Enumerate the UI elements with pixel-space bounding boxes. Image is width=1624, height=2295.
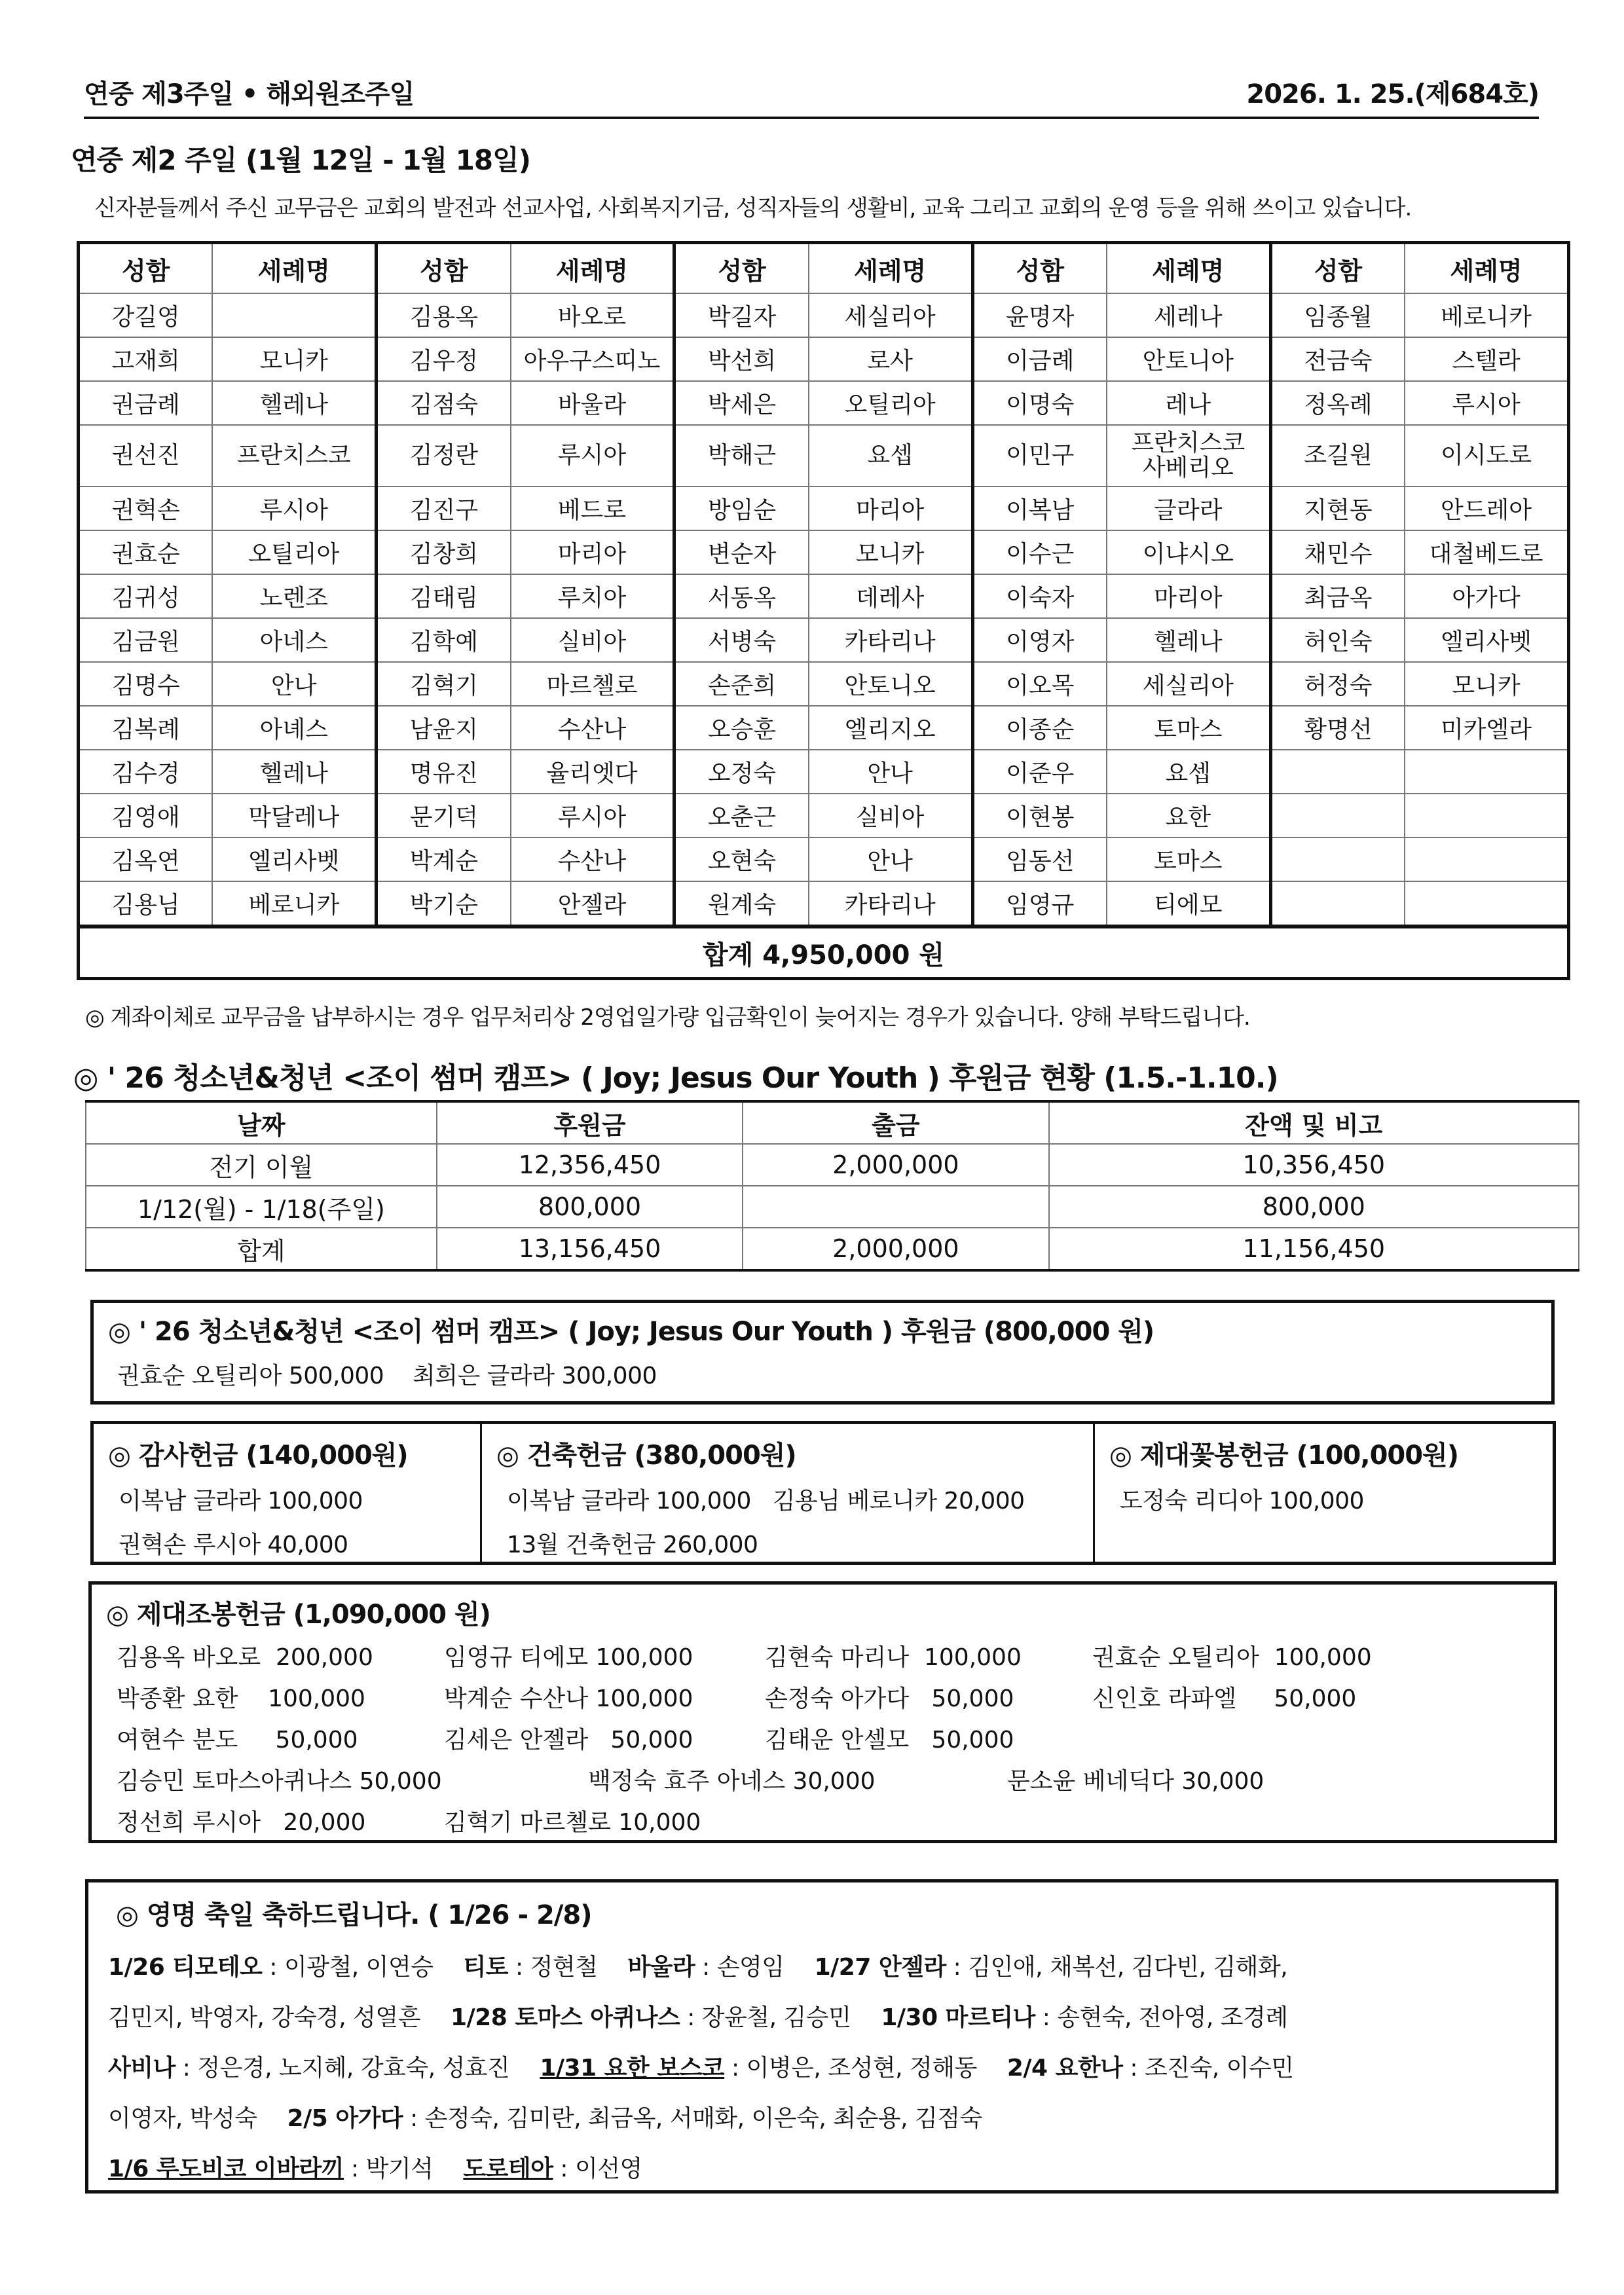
baptismal-name: 안나 (809, 750, 972, 794)
baptismal-name: 프란치스코 (212, 425, 376, 487)
baptismal-name: 아우구스띠노 (511, 337, 674, 381)
feast-line (108, 2150, 1536, 2184)
baptismal-name: 토마스 (1107, 706, 1270, 750)
member-name: 이명숙 (972, 381, 1107, 425)
baptismal-name: 프란치스코 사베리오 (1107, 425, 1270, 487)
donation-entry: 김혁기 마르첼로 10,000 (444, 1809, 701, 1836)
feast-names: : 이병은, 조성현, 정해동 (724, 2055, 977, 2082)
member-name: 문기덕 (377, 794, 511, 837)
bank-transfer-notice: ◎ 계좌이체로 교무금을 납부하시는 경우 업무처리상 2영업일가량 입금확인이 늦어지는 경우가 있습니다. 양해 부탁드립니다. (85, 1004, 1250, 1031)
baptismal-name: 막달레나 (212, 794, 376, 837)
baptismal-name: 안젤라 (511, 881, 674, 927)
section-title-tithe: 연중 제2 주일 (1월 12일 - 1월 18일) (71, 144, 530, 176)
header-baptismal-name: 세례명 (511, 243, 674, 294)
thanksgiving-offering (94, 1424, 480, 1562)
member-name: 원계숙 (674, 881, 809, 927)
header-baptismal-name: 세례명 (1405, 243, 1568, 294)
camp-donors-title: ◎ ' 26 청소년&청년 <조이 썸머 캠프> ( Joy; Jesus Our Youth ) 후원금 (800,000 원) (108, 1317, 1154, 1347)
feast-saint: 바울라 (627, 1954, 695, 1981)
member-name: 오춘근 (674, 794, 809, 837)
member-name: 박세은 (674, 381, 809, 425)
tithe-total: 합계 4,950,000 원 (79, 927, 1569, 979)
baptismal-name: 모니카 (212, 337, 376, 381)
feast-names: : 이선영 (553, 2156, 642, 2182)
member-name: 박해근 (674, 425, 809, 487)
member-name: 박길자 (674, 293, 809, 337)
member-name: 김옥연 (79, 837, 213, 881)
baptismal-name: 엘리지오 (809, 706, 972, 750)
baptismal-name: 루시아 (1405, 381, 1568, 425)
camp-cell: 11,156,450 (1049, 1228, 1579, 1270)
member-name: 고재희 (79, 337, 213, 381)
table-row (79, 837, 1569, 881)
member-name: 이민구 (972, 425, 1107, 487)
table-row (79, 293, 1569, 337)
feast-names: : 송현숙, 전아영, 조경례 (1035, 2004, 1288, 2031)
baptismal-name: 마리아 (1107, 574, 1270, 618)
header-name: 성함 (1270, 243, 1405, 294)
baptismal-name: 오틸리아 (809, 381, 972, 425)
offering-line: 이복남 글라라 100,000 (119, 1488, 363, 1515)
tithe-table-header (79, 243, 1569, 294)
member-name: 오현숙 (674, 837, 809, 881)
baptismal-name: 카타리나 (809, 618, 972, 662)
offering-title: ◎ 감사헌금 (140,000원) (108, 1441, 408, 1471)
baptismal-name: 모니카 (809, 530, 972, 574)
member-name: 김귀성 (79, 574, 213, 618)
donation-entry: 김태운 안셀모 50,000 (765, 1727, 1014, 1753)
baptismal-name: 바울라 (511, 381, 674, 425)
baptismal-name: 루치아 (511, 574, 674, 618)
baptismal-name: 대철베드로 (1405, 530, 1568, 574)
baptismal-name (212, 293, 376, 337)
baptismal-name: 데레사 (809, 574, 972, 618)
baptismal-name: 아녜스 (212, 706, 376, 750)
member-name: 김학예 (377, 618, 511, 662)
baptismal-name: 베드로 (511, 487, 674, 530)
baptismal-name: 엘리사벳 (1405, 618, 1568, 662)
feast-saint: 티토 (463, 1954, 509, 1981)
baptismal-name (1405, 837, 1568, 881)
member-name: 이수근 (972, 530, 1107, 574)
header-name: 성함 (79, 243, 213, 294)
baptismal-name: 레나 (1107, 381, 1270, 425)
member-name (1270, 750, 1405, 794)
baptismal-name: 수산나 (511, 837, 674, 881)
table-row (79, 794, 1569, 837)
table-row (79, 381, 1569, 425)
donation-entry: 박종환 요한 100,000 (117, 1685, 365, 1712)
donation-entry: 백정숙 효주 아네스 30,000 (588, 1768, 876, 1795)
baptismal-name: 노렌조 (212, 574, 376, 618)
header-baptismal-name: 세례명 (809, 243, 972, 294)
member-name: 김명수 (79, 662, 213, 706)
bulletin-header-title: 연중 제3주일 • 해외원조주일 (84, 79, 415, 109)
feast-names: : 정현철 (508, 1954, 598, 1981)
member-name: 박선희 (674, 337, 809, 381)
baptismal-name: 헬레나 (212, 381, 376, 425)
table-row (79, 425, 1569, 487)
camp-cell: 1/12(월) - 1/18(주일) (86, 1186, 437, 1228)
feast-names: 김민지, 박영자, 강숙경, 성열흔 (108, 2004, 420, 2031)
baptismal-name: 안나 (212, 662, 376, 706)
camp-status-table (85, 1100, 1579, 1272)
member-name: 김용님 (79, 881, 213, 927)
member-name: 김영애 (79, 794, 213, 837)
member-name: 김정란 (377, 425, 511, 487)
feast-names: : 박기석 (344, 2156, 434, 2182)
feast-saint: 2/5 아가다 (287, 2105, 403, 2132)
feast-saint: 사비나 (108, 2055, 175, 2082)
member-name: 허정숙 (1270, 662, 1405, 706)
baptismal-name: 루시아 (511, 425, 674, 487)
header-baptismal-name: 세례명 (1107, 243, 1270, 294)
baptismal-name: 세실리아 (809, 293, 972, 337)
donation-row (106, 1639, 1540, 1672)
member-name: 이오목 (972, 662, 1107, 706)
member-name: 권금례 (79, 381, 213, 425)
baptismal-name: 로사 (809, 337, 972, 381)
baptismal-name: 안토니아 (1107, 337, 1270, 381)
header-name: 성함 (377, 243, 511, 294)
baptismal-name: 카타리나 (809, 881, 972, 927)
member-name: 이종순 (972, 706, 1107, 750)
member-name: 박기순 (377, 881, 511, 927)
feast-saint: 1/26 티모테오 (108, 1954, 263, 1981)
camp-cell: 12,356,450 (437, 1144, 743, 1186)
member-name: 김용옥 (377, 293, 511, 337)
baptismal-name: 루시아 (511, 794, 674, 837)
header-divider (84, 117, 1539, 119)
baptismal-name: 세레나 (1107, 293, 1270, 337)
table-row (79, 487, 1569, 530)
camp-header: 잔액 및 비고 (1049, 1101, 1579, 1144)
member-name: 허인숙 (1270, 618, 1405, 662)
table-row (86, 1186, 1579, 1228)
feast-saint: 도로테아 (463, 2156, 553, 2182)
feast-names: : 장윤철, 김승민 (680, 2004, 851, 2031)
feast-line (108, 1999, 1536, 2032)
baptismal-name: 미카엘라 (1405, 706, 1568, 750)
camp-cell: 합계 (86, 1228, 437, 1270)
donation-entry: 신인호 라파엘 50,000 (1092, 1685, 1357, 1712)
feast-names: : 김인애, 채복선, 김다빈, 김해화, (946, 1954, 1288, 1981)
member-name: 김혁기 (377, 662, 511, 706)
feast-names: : 손정숙, 김미란, 최금옥, 서매화, 이은숙, 최순용, 김점숙 (403, 2105, 982, 2132)
member-name (1270, 881, 1405, 927)
member-name: 김창희 (377, 530, 511, 574)
baptismal-name: 요한 (1107, 794, 1270, 837)
baptismal-name (1405, 881, 1568, 927)
tithe-table (77, 241, 1570, 980)
member-name: 황명선 (1270, 706, 1405, 750)
camp-cell: 13,156,450 (437, 1228, 743, 1270)
member-name: 권효순 (79, 530, 213, 574)
baptismal-name: 스텔라 (1405, 337, 1568, 381)
member-name: 김금원 (79, 618, 213, 662)
baptismal-name (1405, 794, 1568, 837)
donation-entry: 김현숙 마리나 100,000 (765, 1644, 1022, 1671)
member-name: 임동선 (972, 837, 1107, 881)
feast-saint: 1/27 안젤라 (814, 1954, 946, 1981)
member-name: 김우정 (377, 337, 511, 381)
member-name: 이현봉 (972, 794, 1107, 837)
member-name: 정옥례 (1270, 381, 1405, 425)
donation-row (106, 1680, 1540, 1714)
baptismal-name: 글라라 (1107, 487, 1270, 530)
donation-entry: 김세은 안젤라 50,000 (444, 1727, 693, 1753)
camp-donors-box (90, 1300, 1555, 1405)
baptismal-name (1405, 750, 1568, 794)
camp-header: 날짜 (86, 1101, 437, 1144)
feast-line (108, 2100, 1536, 2133)
member-name: 이복남 (972, 487, 1107, 530)
baptismal-name: 베로니카 (1405, 293, 1568, 337)
camp-status-title: ◎ ' 26 청소년&청년 <조이 썸머 캠프> ( Joy; Jesus Our Youth ) 후원금 현황 (1.5.-1.10.) (73, 1061, 1278, 1095)
donation-entry: 손정숙 아가다 50,000 (765, 1685, 1014, 1712)
donation-entry: 임영규 티에모 100,000 (444, 1644, 693, 1671)
member-name: 전금숙 (1270, 337, 1405, 381)
baptismal-name: 실비아 (511, 618, 674, 662)
donation-entry: 박계순 수산나 100,000 (444, 1685, 693, 1712)
donation-entry: 김승민 토마스아퀴나스 50,000 (117, 1768, 442, 1795)
table-row (79, 881, 1569, 927)
baptismal-name: 요셉 (809, 425, 972, 487)
member-name: 임영규 (972, 881, 1107, 927)
table-row (79, 618, 1569, 662)
feast-names: : 손영임 (695, 1954, 784, 1981)
camp-header: 후원금 (437, 1101, 743, 1144)
table-row (79, 706, 1569, 750)
baptismal-name: 마리아 (809, 487, 972, 530)
table-row (79, 530, 1569, 574)
feast-line (108, 2049, 1536, 2083)
table-row (86, 1144, 1579, 1186)
member-name: 김점숙 (377, 381, 511, 425)
member-name: 이영자 (972, 618, 1107, 662)
feast-days-box (85, 1879, 1559, 2194)
offering-line: 13월 건축헌금 260,000 (507, 1532, 758, 1558)
header-name: 성함 (674, 243, 809, 294)
member-name: 오정숙 (674, 750, 809, 794)
baptismal-name: 실비아 (809, 794, 972, 837)
member-name: 임종월 (1270, 293, 1405, 337)
member-name: 강길영 (79, 293, 213, 337)
member-name (1270, 837, 1405, 881)
baptismal-name: 이시도로 (1405, 425, 1568, 487)
member-name: 명유진 (377, 750, 511, 794)
offering-line: 도정숙 리디아 100,000 (1120, 1488, 1364, 1515)
donation-row (106, 1763, 1540, 1796)
baptismal-name: 엘리사벳 (212, 837, 376, 881)
feast-saint: 2/4 요한나 (1006, 2055, 1123, 2082)
feast-saint: 1/31 요한 보스코 (540, 2055, 725, 2082)
member-name: 김수경 (79, 750, 213, 794)
altar-donation-title: ◎ 제대조봉헌금 (1,090,000 원) (106, 1600, 490, 1630)
donation-entry: 권효순 오틸리아 100,000 (1092, 1644, 1372, 1671)
baptismal-name: 티에모 (1107, 881, 1270, 927)
baptismal-name: 토마스 (1107, 837, 1270, 881)
member-name: 손준희 (674, 662, 809, 706)
member-name: 이숙자 (972, 574, 1107, 618)
feast-names: : 이광철, 이연승 (262, 1954, 434, 1981)
member-name: 서동옥 (674, 574, 809, 618)
camp-cell: 800,000 (1049, 1186, 1579, 1228)
member-name: 방임순 (674, 487, 809, 530)
camp-donors-line: 권효순 오틸리아 500,000 최희은 글라라 300,000 (117, 1363, 657, 1389)
member-name: 김태림 (377, 574, 511, 618)
member-name: 김진구 (377, 487, 511, 530)
donation-entry: 문소윤 베네딕다 30,000 (1007, 1768, 1264, 1795)
baptismal-name: 요셉 (1107, 750, 1270, 794)
baptismal-name: 마르첼로 (511, 662, 674, 706)
baptismal-name: 안드레아 (1405, 487, 1568, 530)
header-baptismal-name: 세례명 (212, 243, 376, 294)
table-row (79, 662, 1569, 706)
feast-line (108, 1949, 1536, 1982)
camp-cell (743, 1186, 1048, 1228)
member-name: 서병숙 (674, 618, 809, 662)
offering-title: ◎ 제대꽃봉헌금 (100,000원) (1109, 1441, 1458, 1471)
member-name: 권선진 (79, 425, 213, 487)
baptismal-name: 안나 (809, 837, 972, 881)
baptismal-name: 바오로 (511, 293, 674, 337)
feast-saint: 1/30 마르티나 (881, 2004, 1035, 2031)
donation-entry: 김용옥 바오로 200,000 (117, 1644, 373, 1671)
baptismal-name: 수산나 (511, 706, 674, 750)
baptismal-name: 율리엣다 (511, 750, 674, 794)
member-name (1270, 794, 1405, 837)
tithe-intro-text: 신자분들께서 주신 교무금은 교회의 발전과 선교사업, 사회복지기금, 성직자들의 생활비, 교육 그리고 교회의 운영 등을 위해 쓰이고 있습니다. (94, 195, 1412, 221)
member-name: 남윤지 (377, 706, 511, 750)
donation-entry: 정선희 루시아 20,000 (117, 1809, 366, 1836)
feast-names: : 정은경, 노지혜, 강효숙, 성효진 (175, 2055, 510, 2082)
feast-saint: 1/28 토마스 아퀴나스 (450, 2004, 680, 2031)
table-row (79, 337, 1569, 381)
camp-cell: 2,000,000 (743, 1228, 1048, 1270)
camp-cell: 2,000,000 (743, 1144, 1048, 1186)
table-row (86, 1228, 1579, 1270)
member-name: 박계순 (377, 837, 511, 881)
member-name: 최금옥 (1270, 574, 1405, 618)
feast-names: 이영자, 박성숙 (108, 2105, 257, 2132)
baptismal-name: 안토니오 (809, 662, 972, 706)
member-name: 이준우 (972, 750, 1107, 794)
baptismal-name: 마리아 (511, 530, 674, 574)
donation-row (106, 1804, 1540, 1837)
offering-line: 이복남 글라라 100,000 김용님 베로니카 20,000 (507, 1488, 1025, 1515)
camp-cell: 10,356,450 (1049, 1144, 1579, 1186)
camp-cell: 전기 이월 (86, 1144, 437, 1186)
baptismal-name: 루시아 (212, 487, 376, 530)
baptismal-name: 헬레나 (212, 750, 376, 794)
member-name: 오승훈 (674, 706, 809, 750)
baptismal-name: 이냐시오 (1107, 530, 1270, 574)
camp-cell: 800,000 (437, 1186, 743, 1228)
offering-title: ◎ 건축헌금 (380,000원) (496, 1441, 796, 1471)
donation-row (106, 1721, 1540, 1755)
baptismal-name: 오틸리아 (212, 530, 376, 574)
camp-header: 출금 (743, 1101, 1048, 1144)
table-row (79, 574, 1569, 618)
baptismal-name: 베로니카 (212, 881, 376, 927)
baptismal-name: 모니카 (1405, 662, 1568, 706)
donation-entry: 여현수 분도 50,000 (117, 1727, 358, 1753)
member-name: 변순자 (674, 530, 809, 574)
member-name: 채민수 (1270, 530, 1405, 574)
feast-days-title: ◎ 영명 축일 축하드립니다. ( 1/26 - 2/8) (116, 1900, 592, 1930)
baptismal-name: 아가다 (1405, 574, 1568, 618)
table-row (79, 750, 1569, 794)
member-name: 김복례 (79, 706, 213, 750)
altar-donation-box (88, 1581, 1557, 1843)
feast-names: : 조진숙, 이수민 (1122, 2055, 1294, 2082)
baptismal-name: 아네스 (212, 618, 376, 662)
member-name: 권혁손 (79, 487, 213, 530)
member-name: 이금례 (972, 337, 1107, 381)
member-name: 지현동 (1270, 487, 1405, 530)
header-name: 성함 (972, 243, 1107, 294)
feast-saint: 1/6 루도비코 이바라끼 (108, 2156, 344, 2182)
building-offering (480, 1424, 1093, 1562)
member-name: 윤명자 (972, 293, 1107, 337)
bulletin-header-date: 2026. 1. 25.(제684호) (1246, 79, 1539, 109)
offerings-box (90, 1421, 1556, 1565)
member-name: 조길원 (1270, 425, 1405, 487)
baptismal-name: 헬레나 (1107, 618, 1270, 662)
altar-flower-offering (1093, 1424, 1553, 1562)
baptismal-name: 세실리아 (1107, 662, 1270, 706)
offering-line: 권혁손 루시아 40,000 (119, 1532, 348, 1558)
